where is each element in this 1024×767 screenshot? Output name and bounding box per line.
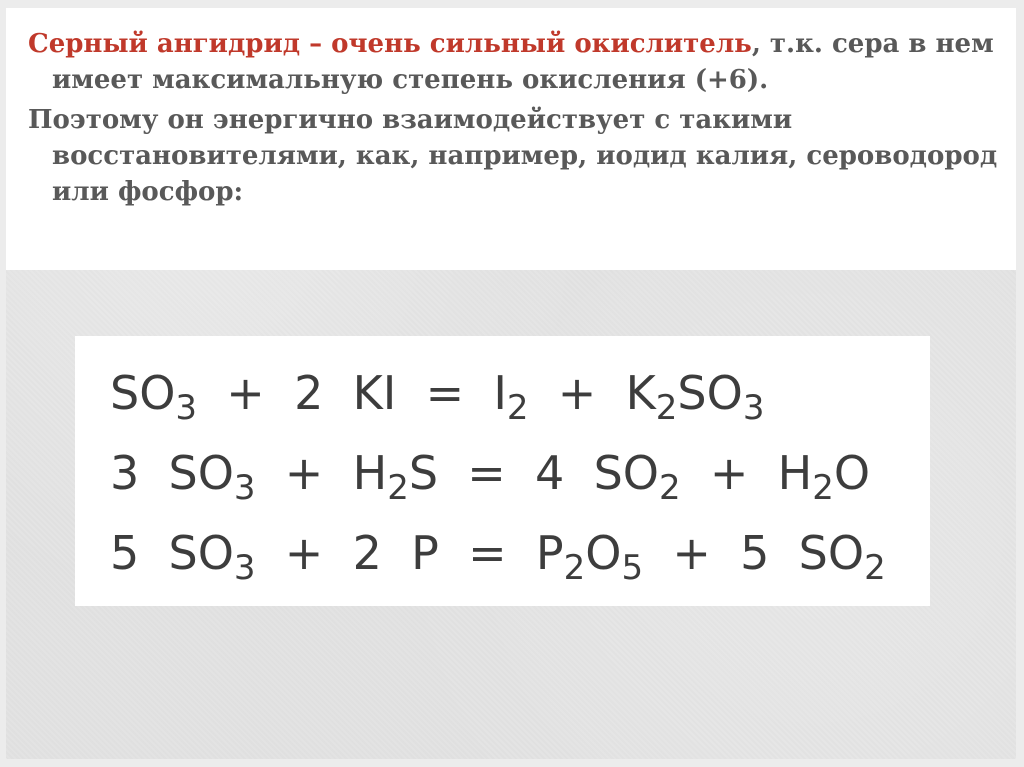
subscript: 2 [812,468,834,508]
equation-3 [110,526,886,588]
subscript: 2 [658,468,681,508]
subscript: 2 [387,468,409,508]
text-panel [6,8,1016,270]
equation-term: 5 SO [110,526,234,580]
equation-1 [110,366,764,428]
equation-term: + K [528,366,656,420]
equations-panel [75,336,930,606]
subscript: 3 [175,388,198,428]
paragraph-reducers: Поэтому он энергично взаимодействует с такими восстановителями, как, например, иодид калия, сероводород или фосфор: [28,105,998,207]
equation-term: SO [677,366,743,420]
equation-term: + 2 P = P [255,526,564,580]
paragraph-oxidizer-rest: , т.к. сера в нем имеет максимальную степень окисления (+6). [52,29,994,95]
equation-term: S = 4 SO [408,446,659,500]
equation-term: + 5 SO [643,526,865,580]
equation-term: O [585,526,622,580]
equation-2 [110,446,870,508]
equation-term: 3 SO [110,446,234,500]
equation-term: O [833,446,871,500]
equation-term: + H [255,446,388,500]
subscript: 3 [233,468,256,508]
subscript: 3 [742,388,765,428]
subscript: 2 [655,388,678,428]
equation-term: + 2 KI = I [197,366,507,420]
paragraph-oxidizer [28,26,1008,98]
highlight-text: Серный ангидрид – очень сильный окислитель [28,29,752,59]
subscript: 5 [621,548,644,588]
subscript: 2 [506,388,529,428]
equation-term: + H [680,446,813,500]
subscript: 2 [864,548,886,588]
subscript: 3 [233,548,256,588]
text-block [28,26,1008,210]
subscript: 2 [563,548,586,588]
equation-term: SO [110,366,176,420]
